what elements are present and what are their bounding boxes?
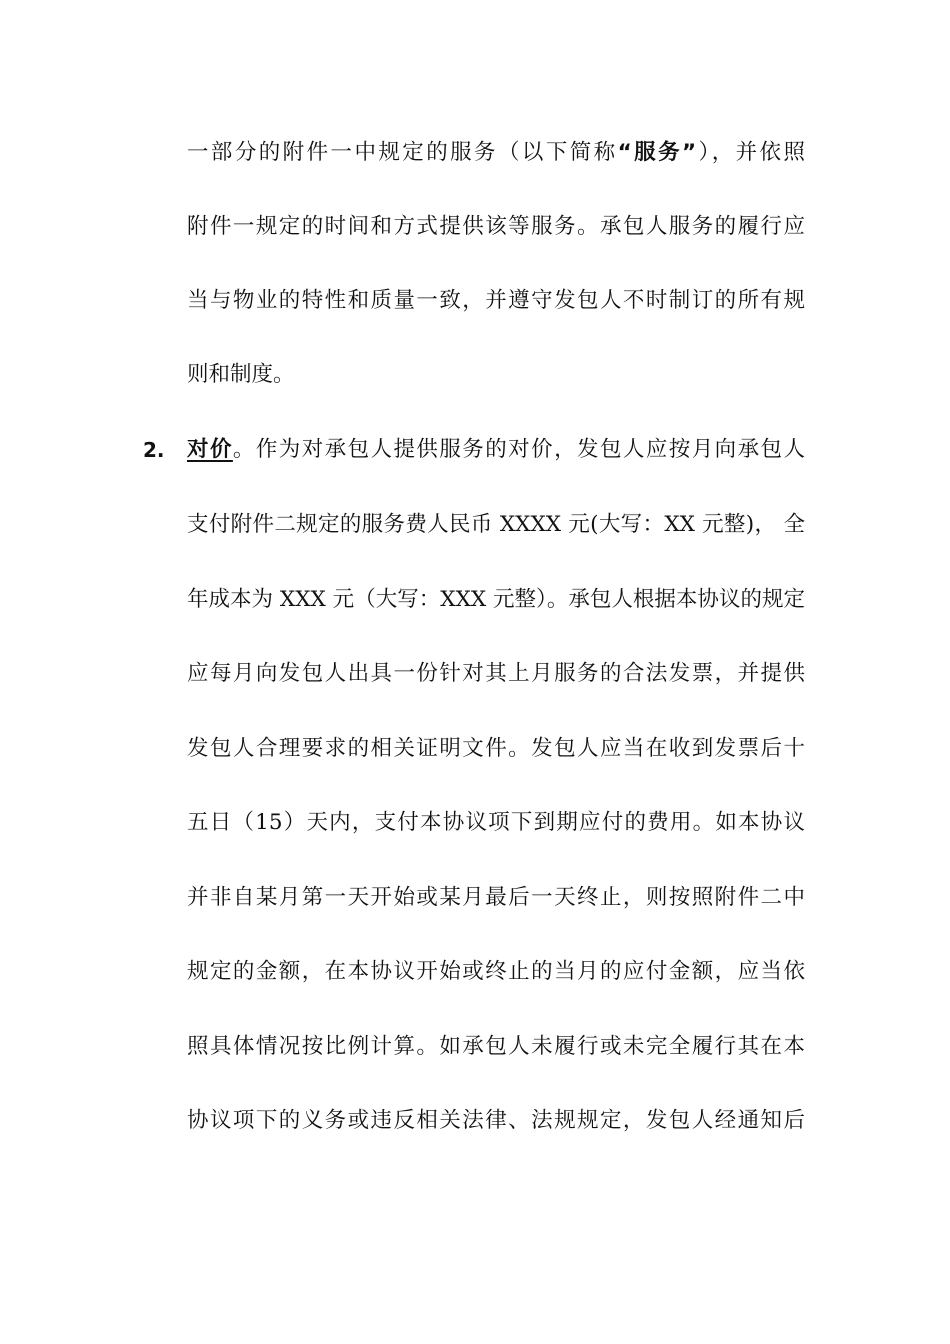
clause2-number: 2. (143, 438, 165, 462)
clause2-line-2: 支付附件二规定的服务费人民币 XXXX 元(大写：XX 元整)， 全 (187, 512, 805, 537)
clause2-line-5: 发包人合理要求的相关证明文件。发包人应当在收到发票后十 (187, 736, 805, 761)
clause1-line-2: 附件一规定的时间和方式提供该等服务。承包人服务的履行应 (187, 214, 805, 239)
clause1-line-1-before: 一部分的附件一中规定的服务（以下简称 (187, 140, 618, 165)
clause2-line-7: 并非自某月第一天开始或某月最后一天终止，则按照附件二中 (187, 885, 805, 910)
clause2-heading: 对价 (187, 437, 233, 462)
clause1-line-1 (187, 138, 805, 168)
clause2-line-8: 规定的金额，在本协议开始或终止的当月的应付金额，应当依 (187, 959, 805, 984)
service-term: “服务” (617, 140, 697, 165)
clause1-line-4: 则和制度。 (187, 362, 295, 387)
clause2-line-3: 年成本为 XXX 元（大写：XXX 元整）。承包人根据本协议的规定 (187, 587, 805, 612)
clause2-line-1-rest: 。作为对承包人提供服务的对价，发包人应按月向承包人 (232, 437, 805, 462)
clause2-line-4: 应每月向发包人出具一份针对其上月服务的合法发票，并提供 (187, 661, 805, 686)
clause1-line-3: 当与物业的特性和质量一致，并遵守发包人不时制订的所有规 (187, 288, 805, 313)
clause1-line-1-after: ），并依照 (696, 140, 805, 165)
clause2-line-10: 协议项下的义务或违反相关法律、法规规定，发包人经通知后 (187, 1108, 805, 1133)
clause2-line-1 (187, 435, 805, 465)
clause2-line-6: 五日（15）天内，支付本协议项下到期应付的费用。如本协议 (187, 810, 805, 835)
clause2-line-9: 照具体情况按比例计算。如承包人未履行或未完全履行其在本 (187, 1034, 805, 1059)
